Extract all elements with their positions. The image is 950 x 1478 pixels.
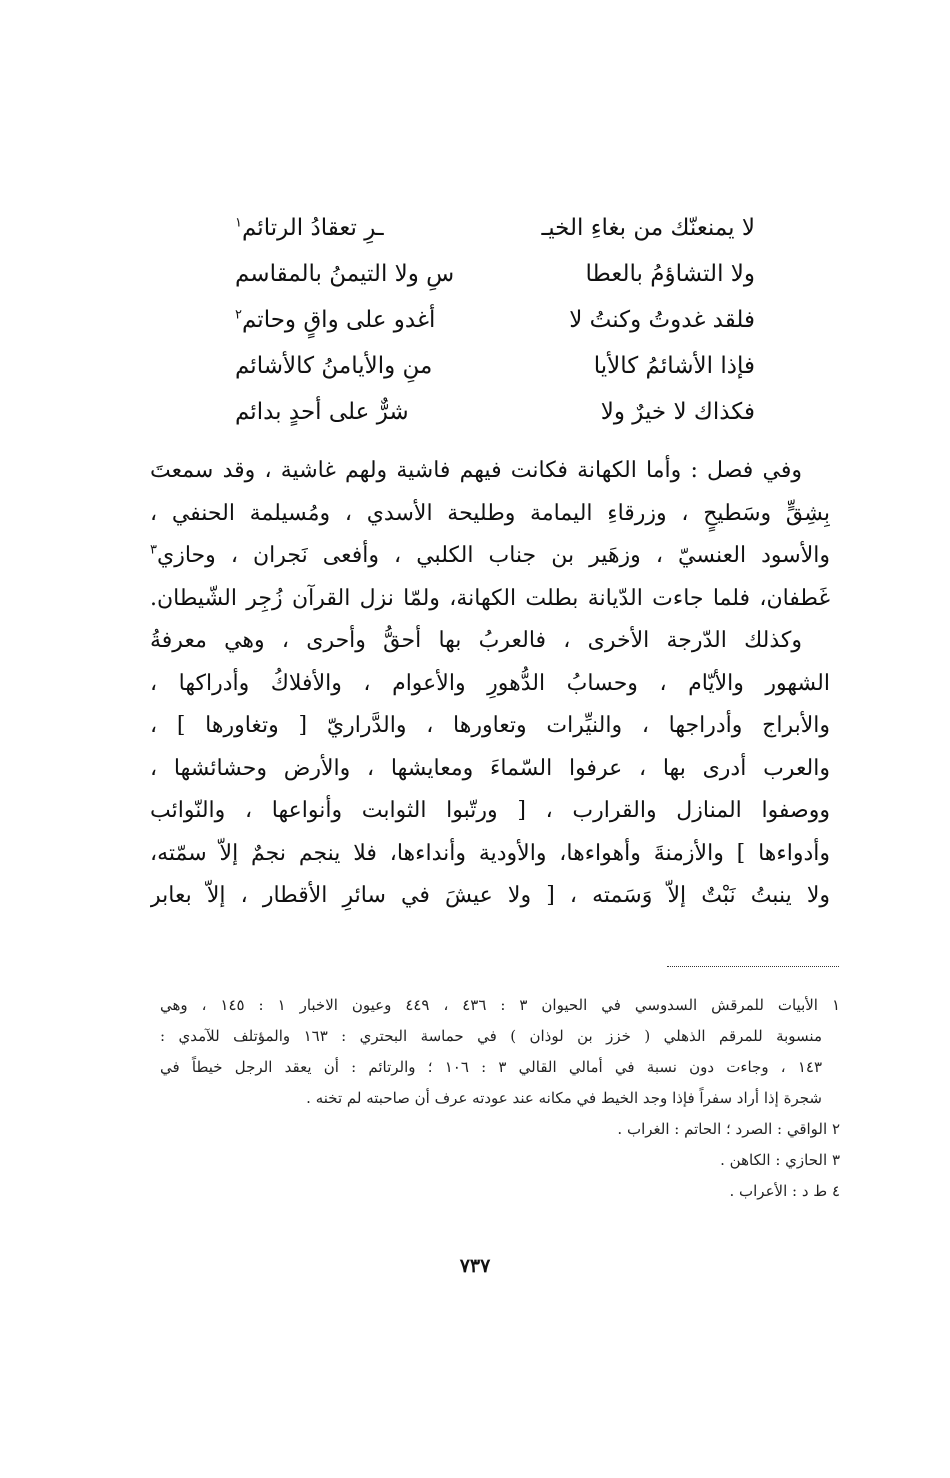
prose-line: وكذلك الدّرجة الأخرى ، فالعربُ بها أحقُّ وأحرى ، وهي معرفةُ [150,628,802,653]
verse-text: أغدو على واقٍ وحاتم [241,307,436,333]
verse-text: منِ والأيامنُ كالأشائم [235,353,433,379]
prose-line: غَطفان، فلما جاءت الدّيانة بطلت الكهانة، ولمّا نزل القرآن زُجِر الشّيطان. [150,585,830,611]
prose-line: والأبراج وأدراجها ، والنيِّرات وتعاورها ، والدَّراريّ [ وتغاورها ] ، [150,713,830,738]
poem-verse [235,343,755,389]
prose-line: بِشِقٍّ وسَطيحٍ ، وزرقاءِ اليمامة وطليحة الأسدي ، ومُسيلمة الحنفي ، [150,500,830,526]
prose-line [150,535,830,578]
verse-first-hemistich: فكذاك لا خيرٌ ولا [600,399,755,425]
poem-verse [235,389,755,435]
footnote-line: ٣ الحازي : الكاهن . [720,1151,840,1169]
footnote-line: ١٤٣ ، وجاءت دون نسبة في أمالي القالي ٣ : ١٠٦ ؛ والرتائم : أن يعقد الرجل خيطاً في [160,1058,822,1076]
footnote-line: شجرة إذا أراد سفراً فإذا وجد الخيط في مكانه عند عودته عرف أن صاحبته لم تخنه . [306,1089,822,1107]
poem-block [235,205,755,435]
prose-line: وأدواءها ] والأزمنةَ وأهواءها، والأودية وأنداءها، فلا ينجم نجمٌ إلاّ سمّته، [150,840,830,866]
verse-first-hemistich: فلقد غدوتُ وكنتُ لا [569,307,755,333]
prose-text: والأسود العنسيّ ، وزهَير بن جناب الكلبي ، وأفعى نَجران ، وحازي [156,543,830,568]
verse-first-hemistich: ولا التشاؤمُ بالعطا [585,261,755,287]
verse-text: سِ ولا التيمنُ بالمقاسم [235,261,455,287]
footnote-line: منسوبة للمرقم الذهلي ( خزز بن لوذان ) في حماسة البحتري : ١٦٣ والمؤتلف للآمدي : [160,1027,822,1045]
verse-first-hemistich: لا يمنعنّك من بغاءِ الخيـ [541,215,755,241]
verse-second-hemistich [235,307,435,333]
page-number: ٧٣٧ [459,1255,491,1277]
prose-line: وفي فصل : وأما الكهانة فكانت فيهم فاشية ولهم غاشية ، وقد سمعتَ [150,458,802,483]
footnote-marker: ٣ [150,542,157,558]
poem-verse [235,205,755,251]
prose-line: ولا ينبتُ نَبْتٌ إلاّ وَسَمته ، [ ولا عيشَ في سائرِ الأقطار ، إلاّ بعابر [150,883,830,908]
footnotes [160,990,840,1207]
verse-second-hemistich [235,399,409,425]
prose-body [150,450,830,918]
verse-second-hemistich [235,353,432,379]
footnote-marker: ١ [235,215,242,231]
prose-line: ووصفوا المنازل والقرارب ، [ ورتّبوا الثوابت وأنواعها ، والنّوائب [150,798,830,823]
poem-verse [235,297,755,343]
verse-second-hemistich [235,261,454,287]
footnote-separator [667,966,839,967]
verse-second-hemistich [235,215,384,241]
footnote-line: ٢ الواقي : الصرد ؛ الحاتم : الغراب . [617,1120,840,1138]
verse-first-hemistich: فإذا الأشائمُ كالأيا [593,353,755,379]
footnote-line: ١ الأبيات للمرقش السدوسي في الحيوان ٣ : ٤٣٦ ، ٤٤٩ وعيون الاخبار ١ : ١٤٥ ، وهي [160,996,840,1014]
prose-line: والعرب أدرى بها ، عرفوا السّماءَ ومعايشها ، والأرض وحشائشها ، [150,755,830,781]
verse-text: شرٌّ على أحدٍ بدائم [235,399,409,425]
footnote-line: ٤ ط د : الأعراب . [729,1182,840,1200]
poem-verse [235,251,755,297]
verse-text: ـرِ تعقادُ الرتائم [241,215,384,241]
prose-line: الشهور والأيّام ، وحسابُ الدُّهورِ والأعوام ، والأفلاكُ وأدراكها ، [150,670,830,696]
footnote-marker: ٢ [235,307,242,323]
